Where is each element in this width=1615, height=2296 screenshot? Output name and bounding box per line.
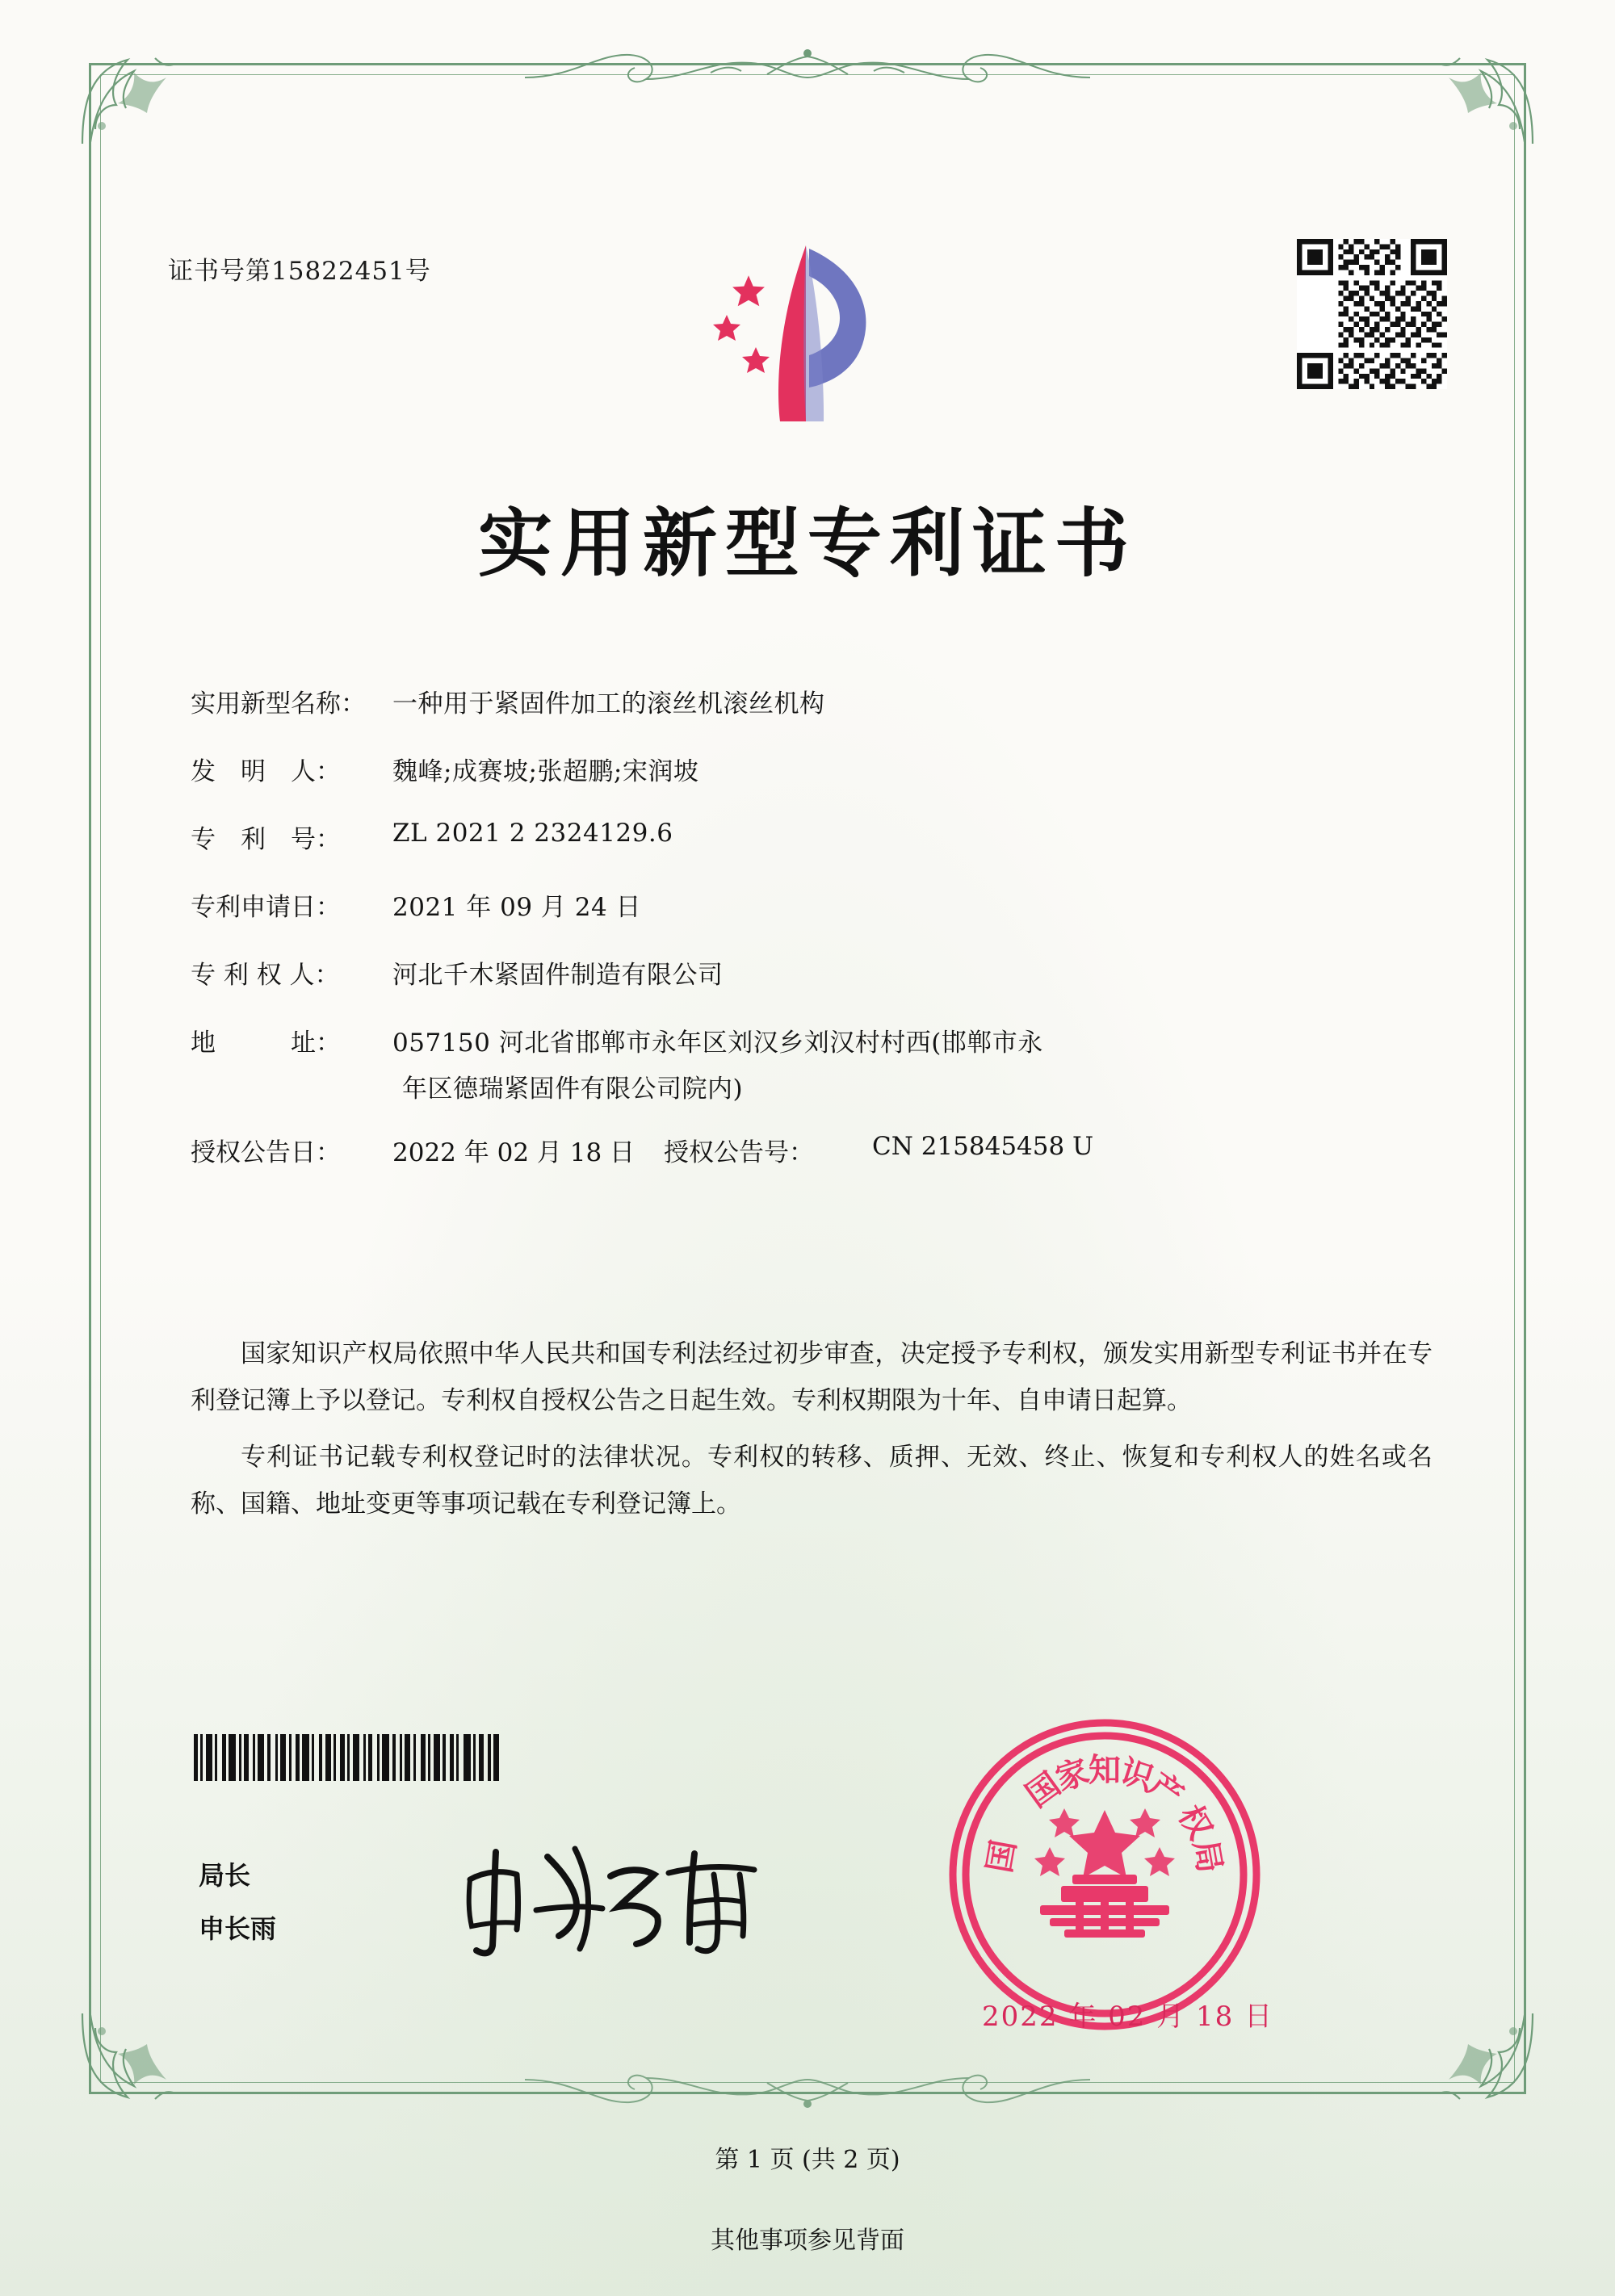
corner-ornament-icon [1441, 2009, 1537, 2105]
field-grant-number [643, 1132, 1437, 1168]
field-value: 一种用于紧固件加工的滚丝机滚丝机构 [392, 689, 825, 719]
field-value: 2022 年 02 月 18 日 [392, 1138, 636, 1167]
field-value: 魏峰;成赛坡;张超鹏;宋润坡 [392, 757, 699, 786]
footer-note: 其他事项参见背面 [711, 2227, 904, 2255]
field-label: 授权公告日： [191, 1138, 341, 1167]
field-invention-name [191, 683, 1437, 719]
field-value: CN 215845458 U [872, 1132, 1094, 1161]
field-list [191, 683, 1437, 1192]
field-application-date [191, 886, 1437, 923]
svg-text:产: 产 [1142, 1765, 1191, 1815]
svg-text:国: 国 [1018, 1765, 1068, 1815]
certificate-number: 证书号第15822451号 [168, 257, 431, 286]
field-grant-row [191, 1132, 1437, 1168]
paragraph-registry: 专利证书记载专利权登记时的法律状况。专利权的转移、质押、无效、终止、恢复和专利权人的姓名或名称、国籍、地址变更等事项记载在专利登记簿上。 [191, 1443, 1433, 1519]
field-label: 专 利 号： [191, 825, 341, 854]
top-ornament-icon [525, 45, 1090, 97]
field-label: 发 明 人： [191, 757, 341, 786]
field-value [392, 1022, 1437, 1104]
barcode-icon [194, 1734, 598, 1781]
svg-text:识: 识 [1115, 1752, 1159, 1799]
signature-block [199, 1849, 276, 1955]
patent-office-logo-icon [703, 234, 912, 428]
field-value-line2: 年区德瑞紧固件有限公司院内) [402, 1075, 744, 1104]
corner-ornament-icon [78, 52, 174, 149]
svg-text:知: 知 [1089, 1751, 1121, 1789]
field-patent-number [191, 819, 1437, 855]
bottom-ornament-icon [525, 2060, 1090, 2112]
field-label: 专 利 权 人： [191, 961, 340, 990]
seal-date: 2022 年 02 月 18 日 [982, 2001, 1274, 2033]
signature-role: 局长 [199, 1860, 251, 1891]
paragraph-grant: 国家知识产权局依照中华人民共和国专利法经过初步审查，决定授予专利权，颁发实用新型专利证书并在专利登记簿上予以登记。专利权自授权公告之日起生效。专利权期限为十年、自申请日起算。 [191, 1339, 1433, 1415]
svg-text:家: 家 [1051, 1752, 1094, 1799]
corner-ornament-icon [1441, 52, 1537, 149]
qr-code-icon [1297, 239, 1447, 389]
field-inventors [191, 751, 1437, 787]
signature-name: 申长雨 [199, 1913, 277, 1944]
page-number: 第 1 页 (共 2 页) [715, 2146, 900, 2174]
field-patentee [191, 954, 1437, 991]
svg-text:权: 权 [1170, 1799, 1220, 1846]
legal-text [191, 1330, 1433, 1537]
field-label: 实用新型名称： [191, 689, 366, 719]
handwritten-signature-icon [452, 1833, 791, 1962]
field-value: ZL 2021 2 2324129.6 [392, 819, 673, 848]
official-round-seal-icon [943, 1713, 1266, 2036]
field-value: 河北千木紧固件制造有限公司 [392, 961, 724, 990]
page-title: 实用新型专利证书 [477, 500, 1137, 587]
field-value: 2021 年 09 月 24 日 [392, 893, 642, 922]
svg-text:局: 局 [1185, 1837, 1230, 1876]
corner-ornament-icon [78, 2009, 174, 2105]
field-grant-date [191, 1132, 643, 1168]
svg-text:国: 国 [979, 1837, 1024, 1876]
field-address [191, 1022, 1437, 1104]
field-label: 授权公告号： [664, 1138, 814, 1167]
field-value-line1: 057150 河北省邯郸市永年区刘汉乡刘汉村村西(邯郸市永 [392, 1029, 1043, 1058]
field-label: 地 址： [191, 1029, 341, 1058]
field-label: 专利申请日： [191, 893, 341, 922]
